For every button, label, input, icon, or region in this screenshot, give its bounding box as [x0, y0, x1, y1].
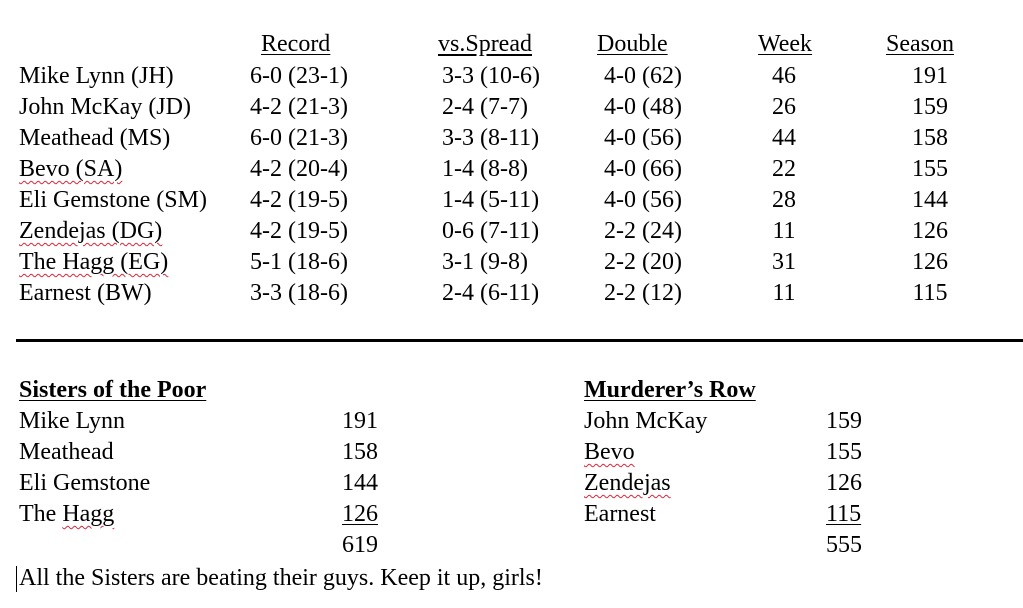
row-season: 126	[912, 249, 948, 275]
team-member-score: 126	[826, 470, 862, 496]
team-member-name	[584, 469, 671, 497]
row-name	[19, 248, 168, 276]
team-member-name: Eli Gemstone	[19, 470, 151, 496]
row-record: 4-2 (21-3)	[250, 94, 348, 120]
row-season: 144	[912, 187, 948, 213]
row-vs-spread: 0-6 (7-11)	[442, 218, 540, 244]
team-member-score: 144	[342, 470, 378, 496]
row-record: 5-1 (18-6)	[250, 249, 348, 275]
text-cursor	[16, 566, 17, 592]
row-record: 4-2 (19-5)	[250, 218, 348, 244]
row-double: 4-0 (66)	[604, 156, 682, 182]
row-season: 191	[912, 63, 948, 89]
zendejas-name-text: Zendejas (DG)	[19, 218, 163, 244]
header-double: Double	[597, 31, 668, 57]
team-member-name: Meathead	[19, 439, 114, 465]
row-vs-spread: 3-3 (10-6)	[442, 63, 540, 89]
row-record: 3-3 (18-6)	[250, 280, 348, 306]
row-name	[19, 155, 122, 183]
row-season: 126	[912, 218, 948, 244]
team-total-left: 619	[342, 532, 378, 558]
hagg-name-text: The Hagg (EG)	[19, 249, 169, 275]
header-record: Record	[261, 31, 331, 57]
row-name: Meathead (MS)	[19, 125, 171, 151]
bevo-squiggle-text: Bevo	[584, 439, 635, 465]
header-week: Week	[758, 31, 813, 57]
row-week: 22	[772, 156, 796, 182]
team-member-name: The Hagg	[19, 501, 115, 527]
row-name: Eli Gemstone (SM)	[19, 187, 207, 213]
row-season: 115	[912, 280, 948, 306]
section-divider	[16, 339, 1023, 342]
row-name: Mike Lynn (JH)	[19, 63, 174, 89]
row-season: 158	[912, 125, 948, 151]
row-week: 44	[772, 125, 796, 151]
team-title-right: Murderer’s Row	[584, 377, 756, 403]
row-vs-spread: 2-4 (6-11)	[442, 280, 540, 306]
row-vs-spread: 3-1 (9-8)	[442, 249, 528, 275]
row-double: 4-0 (56)	[604, 125, 682, 151]
row-record: 6-0 (21-3)	[250, 125, 348, 151]
row-double: 2-2 (20)	[604, 249, 682, 275]
hagg-squiggle-text: Hagg	[62, 501, 115, 527]
team-member-score: 115	[826, 501, 862, 527]
row-record: 4-2 (20-4)	[250, 156, 348, 182]
row-vs-spread: 1-4 (5-11)	[442, 187, 540, 213]
team-member-name: Mike Lynn	[19, 408, 125, 434]
row-week: 28	[772, 187, 796, 213]
row-name: John McKay (JD)	[19, 94, 191, 120]
row-double: 2-2 (12)	[604, 280, 682, 306]
team-member-name	[584, 438, 635, 466]
row-double: 2-2 (24)	[604, 218, 682, 244]
header-season: Season	[886, 31, 954, 57]
row-double: 4-0 (62)	[604, 63, 682, 89]
team-member-name: Earnest	[584, 501, 656, 527]
team-member-name: John McKay	[584, 408, 708, 434]
row-week: 11	[772, 218, 796, 244]
row-week: 31	[772, 249, 796, 275]
team-member-score: 158	[342, 439, 378, 465]
row-week: 11	[772, 280, 796, 306]
bevo-name-text: Bevo (SA)	[19, 156, 123, 182]
row-name	[19, 217, 162, 245]
team-member-score: 159	[826, 408, 862, 434]
row-double: 4-0 (56)	[604, 187, 682, 213]
row-name: Earnest (BW)	[19, 280, 152, 306]
team-title-left: Sisters of the Poor	[19, 377, 207, 403]
header-vs-spread: vs.Spread	[438, 31, 532, 57]
row-vs-spread: 2-4 (7-7)	[442, 94, 528, 120]
row-season: 159	[912, 94, 948, 120]
team-member-score: 155	[826, 439, 862, 465]
row-double: 4-0 (48)	[604, 94, 682, 120]
row-vs-spread: 3-3 (8-11)	[442, 125, 540, 151]
row-season: 155	[912, 156, 948, 182]
row-record: 4-2 (19-5)	[250, 187, 348, 213]
team-total-right: 555	[826, 532, 862, 558]
row-week: 26	[772, 94, 796, 120]
team-member-score: 126	[342, 501, 378, 527]
row-vs-spread: 1-4 (8-8)	[442, 156, 528, 182]
team-member-score: 191	[342, 408, 378, 434]
footer-note[interactable]: All the Sisters are beating their guys. Keep it up, girls!	[19, 565, 543, 591]
row-week: 46	[772, 63, 796, 89]
zendejas-squiggle-text: Zendejas	[584, 470, 671, 496]
row-record: 6-0 (23-1)	[250, 63, 348, 89]
